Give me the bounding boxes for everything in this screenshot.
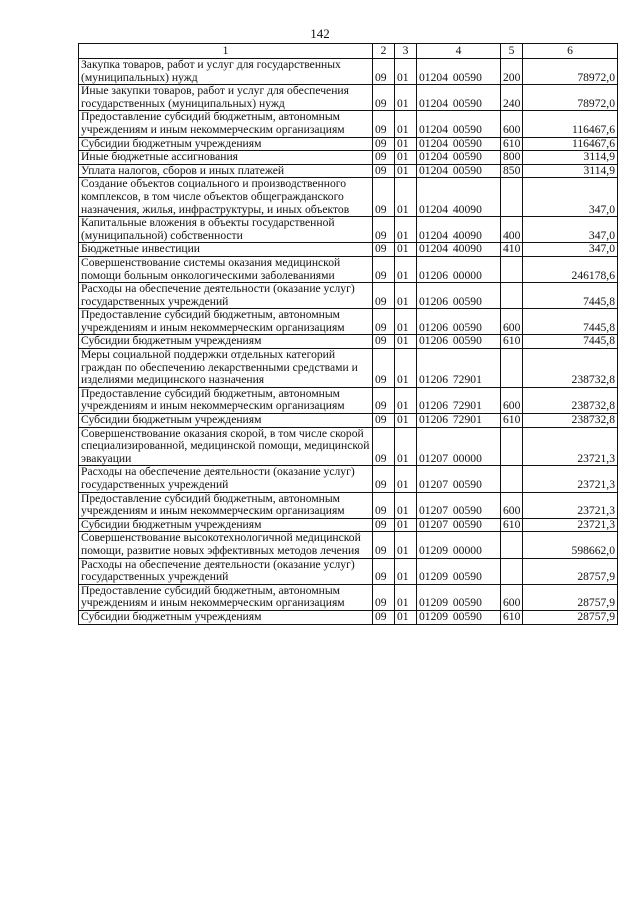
- row-amount: 23721,3: [523, 427, 618, 466]
- row-expense-type: [501, 256, 523, 282]
- row-subsection: 01: [395, 466, 417, 492]
- row-expense-type: 200: [501, 59, 523, 85]
- row-amount: 347,0: [523, 217, 618, 243]
- row-name: Совершенствование высокотехнологичной медицинской помощи, развитие новых эффективных методов лечения: [79, 532, 373, 558]
- table-body: [79, 59, 618, 625]
- row-section: 09: [373, 309, 395, 335]
- row-expense-type: [501, 427, 523, 466]
- row-section: 09: [373, 59, 395, 85]
- row-section: 09: [373, 414, 395, 428]
- table-row: [79, 610, 618, 624]
- row-target-code: 01206 00000: [417, 256, 501, 282]
- row-target-code: 01204 00590: [417, 59, 501, 85]
- row-amount: 116467,6: [523, 111, 618, 137]
- row-subsection: 01: [395, 492, 417, 518]
- row-expense-type: 610: [501, 610, 523, 624]
- row-expense-type: 610: [501, 414, 523, 428]
- row-expense-type: 610: [501, 335, 523, 349]
- row-section: 09: [373, 137, 395, 151]
- row-target-code: 01204 00590: [417, 137, 501, 151]
- row-name: Предоставление субсидий бюджетным, автономным учреждениям и иным некоммерческим организациям: [79, 387, 373, 413]
- row-target-code: 01207 00590: [417, 466, 501, 492]
- row-target-code: 01204 40090: [417, 243, 501, 257]
- row-subsection: 01: [395, 558, 417, 584]
- row-name: Иные бюджетные ассигнования: [79, 151, 373, 165]
- row-subsection: 01: [395, 151, 417, 165]
- row-section: 09: [373, 335, 395, 349]
- row-target-code: 01206 72901: [417, 387, 501, 413]
- row-subsection: 01: [395, 335, 417, 349]
- budget-table: [78, 43, 618, 625]
- row-expense-type: 600: [501, 111, 523, 137]
- row-amount: 3114,9: [523, 151, 618, 165]
- row-section: 09: [373, 584, 395, 610]
- row-subsection: 01: [395, 256, 417, 282]
- row-expense-type: 240: [501, 85, 523, 111]
- row-section: 09: [373, 256, 395, 282]
- row-subsection: 01: [395, 164, 417, 178]
- row-target-code: 01209 00590: [417, 610, 501, 624]
- row-name: Предоставление субсидий бюджетным, автономным учреждениям и иным некоммерческим организациям: [79, 584, 373, 610]
- table-row: [79, 151, 618, 165]
- row-expense-type: 410: [501, 243, 523, 257]
- row-section: 09: [373, 178, 395, 217]
- row-amount: 347,0: [523, 243, 618, 257]
- row-target-code: 01209 00590: [417, 584, 501, 610]
- row-section: 09: [373, 610, 395, 624]
- row-amount: 7445,8: [523, 309, 618, 335]
- row-amount: 598662,0: [523, 532, 618, 558]
- row-section: 09: [373, 243, 395, 257]
- row-amount: 7445,8: [523, 335, 618, 349]
- table-row: [79, 164, 618, 178]
- row-target-code: 01206 00590: [417, 283, 501, 309]
- row-section: 09: [373, 518, 395, 532]
- table-row: [79, 349, 618, 388]
- table-row: [79, 137, 618, 151]
- header-cell-2: 2: [373, 44, 395, 59]
- row-subsection: 01: [395, 283, 417, 309]
- row-subsection: 01: [395, 59, 417, 85]
- table-row: [79, 256, 618, 282]
- row-expense-type: 600: [501, 387, 523, 413]
- table-row: [79, 178, 618, 217]
- row-name: Создание объектов социального и производственного комплексов, в том числе объектов общегражданского назначения, жилья, инфраструктуры, и иных объектов: [79, 178, 373, 217]
- table-row: [79, 518, 618, 532]
- header-cell-4: 4: [417, 44, 501, 59]
- row-expense-type: [501, 349, 523, 388]
- row-subsection: 01: [395, 137, 417, 151]
- row-target-code: 01209 00000: [417, 532, 501, 558]
- table-row: [79, 85, 618, 111]
- row-section: 09: [373, 283, 395, 309]
- row-name: Бюджетные инвестиции: [79, 243, 373, 257]
- table-row: [79, 387, 618, 413]
- table-row: [79, 584, 618, 610]
- row-amount: 78972,0: [523, 85, 618, 111]
- table-row: [79, 558, 618, 584]
- row-amount: 7445,8: [523, 283, 618, 309]
- row-expense-type: 610: [501, 137, 523, 151]
- row-section: 09: [373, 427, 395, 466]
- row-name: Расходы на обеспечение деятельности (оказание услуг) государственных учреждений: [79, 558, 373, 584]
- row-target-code: 01204 00590: [417, 151, 501, 165]
- row-subsection: 01: [395, 584, 417, 610]
- table-row: [79, 466, 618, 492]
- row-subsection: 01: [395, 309, 417, 335]
- row-subsection: 01: [395, 217, 417, 243]
- row-section: 09: [373, 466, 395, 492]
- row-section: 09: [373, 217, 395, 243]
- row-section: 09: [373, 558, 395, 584]
- row-target-code: 01206 72901: [417, 414, 501, 428]
- row-section: 09: [373, 492, 395, 518]
- row-subsection: 01: [395, 532, 417, 558]
- row-amount: 28757,9: [523, 558, 618, 584]
- row-amount: 116467,6: [523, 137, 618, 151]
- row-expense-type: 600: [501, 492, 523, 518]
- row-target-code: 01209 00590: [417, 558, 501, 584]
- row-section: 09: [373, 151, 395, 165]
- row-target-code: 01204 40090: [417, 178, 501, 217]
- row-name: Капитальные вложения в объекты государственной (муниципальной) собственности: [79, 217, 373, 243]
- row-subsection: 01: [395, 610, 417, 624]
- row-section: 09: [373, 85, 395, 111]
- row-amount: 28757,9: [523, 584, 618, 610]
- row-name: Субсидии бюджетным учреждениям: [79, 610, 373, 624]
- row-target-code: 01207 00590: [417, 518, 501, 532]
- row-target-code: 01207 00590: [417, 492, 501, 518]
- row-section: 09: [373, 387, 395, 413]
- row-amount: 78972,0: [523, 59, 618, 85]
- row-amount: 238732,8: [523, 414, 618, 428]
- row-target-code: 01206 00590: [417, 309, 501, 335]
- table-row: [79, 217, 618, 243]
- table-row: [79, 427, 618, 466]
- row-amount: 28757,9: [523, 610, 618, 624]
- row-amount: 3114,9: [523, 164, 618, 178]
- table-row: [79, 309, 618, 335]
- row-name: Субсидии бюджетным учреждениям: [79, 518, 373, 532]
- row-name: Субсидии бюджетным учреждениям: [79, 137, 373, 151]
- header-cell-5: 5: [501, 44, 523, 59]
- row-amount: 238732,8: [523, 387, 618, 413]
- table-row: [79, 335, 618, 349]
- header-row: [79, 44, 618, 59]
- row-name: Совершенствование оказания скорой, в том числе скорой специализированной, медицинской помощи, медицинской эвакуации: [79, 427, 373, 466]
- row-subsection: 01: [395, 111, 417, 137]
- table-row: [79, 532, 618, 558]
- row-target-code: 01206 00590: [417, 335, 501, 349]
- row-amount: 246178,6: [523, 256, 618, 282]
- row-expense-type: 600: [501, 309, 523, 335]
- row-section: 09: [373, 111, 395, 137]
- row-expense-type: [501, 178, 523, 217]
- row-expense-type: [501, 466, 523, 492]
- row-expense-type: 610: [501, 518, 523, 532]
- row-section: 09: [373, 532, 395, 558]
- row-section: 09: [373, 349, 395, 388]
- row-name: Расходы на обеспечение деятельности (оказание услуг) государственных учреждений: [79, 283, 373, 309]
- row-target-code: 01204 40090: [417, 217, 501, 243]
- row-name: Закупка товаров, работ и услуг для государственных (муниципальных) нужд: [79, 59, 373, 85]
- row-subsection: 01: [395, 427, 417, 466]
- row-subsection: 01: [395, 414, 417, 428]
- row-subsection: 01: [395, 243, 417, 257]
- row-subsection: 01: [395, 387, 417, 413]
- table-row: [79, 111, 618, 137]
- row-expense-type: 850: [501, 164, 523, 178]
- table-row: [79, 283, 618, 309]
- row-name: Совершенствование системы оказания медицинской помощи больным онкологическими заболеваниями: [79, 256, 373, 282]
- row-name: Расходы на обеспечение деятельности (оказание услуг) государственных учреждений: [79, 466, 373, 492]
- row-name: Предоставление субсидий бюджетным, автономным учреждениям и иным некоммерческим организациям: [79, 309, 373, 335]
- table-row: [79, 414, 618, 428]
- table-row: [79, 243, 618, 257]
- row-name: Предоставление субсидий бюджетным, автономным учреждениям и иным некоммерческим организациям: [79, 111, 373, 137]
- row-name: Субсидии бюджетным учреждениям: [79, 414, 373, 428]
- row-amount: 238732,8: [523, 349, 618, 388]
- row-target-code: 01204 00590: [417, 111, 501, 137]
- row-name: Предоставление субсидий бюджетным, автономным учреждениям и иным некоммерческим организациям: [79, 492, 373, 518]
- row-subsection: 01: [395, 349, 417, 388]
- row-amount: 347,0: [523, 178, 618, 217]
- row-amount: 23721,3: [523, 518, 618, 532]
- header-cell-1: 1: [79, 44, 373, 59]
- row-subsection: 01: [395, 85, 417, 111]
- row-expense-type: [501, 283, 523, 309]
- row-target-code: 01204 00590: [417, 164, 501, 178]
- row-amount: 23721,3: [523, 492, 618, 518]
- page-number: 142: [310, 26, 330, 41]
- row-expense-type: [501, 532, 523, 558]
- row-name: Меры социальной поддержки отдельных категорий граждан по обеспечению лекарственными средствами и изделиями медицинского назначения: [79, 349, 373, 388]
- row-subsection: 01: [395, 178, 417, 217]
- header-cell-6: 6: [523, 44, 618, 59]
- row-expense-type: 400: [501, 217, 523, 243]
- row-section: 09: [373, 164, 395, 178]
- row-expense-type: [501, 558, 523, 584]
- row-expense-type: 800: [501, 151, 523, 165]
- row-subsection: 01: [395, 518, 417, 532]
- row-name: Уплата налогов, сборов и иных платежей: [79, 164, 373, 178]
- row-target-code: 01204 00590: [417, 85, 501, 111]
- row-amount: 23721,3: [523, 466, 618, 492]
- row-name: Субсидии бюджетным учреждениям: [79, 335, 373, 349]
- row-name: Иные закупки товаров, работ и услуг для обеспечения государственных (муниципальных) нужд: [79, 85, 373, 111]
- table-row: [79, 59, 618, 85]
- header-cell-3: 3: [395, 44, 417, 59]
- row-target-code: 01207 00000: [417, 427, 501, 466]
- table-row: [79, 492, 618, 518]
- row-target-code: 01206 72901: [417, 349, 501, 388]
- row-expense-type: 600: [501, 584, 523, 610]
